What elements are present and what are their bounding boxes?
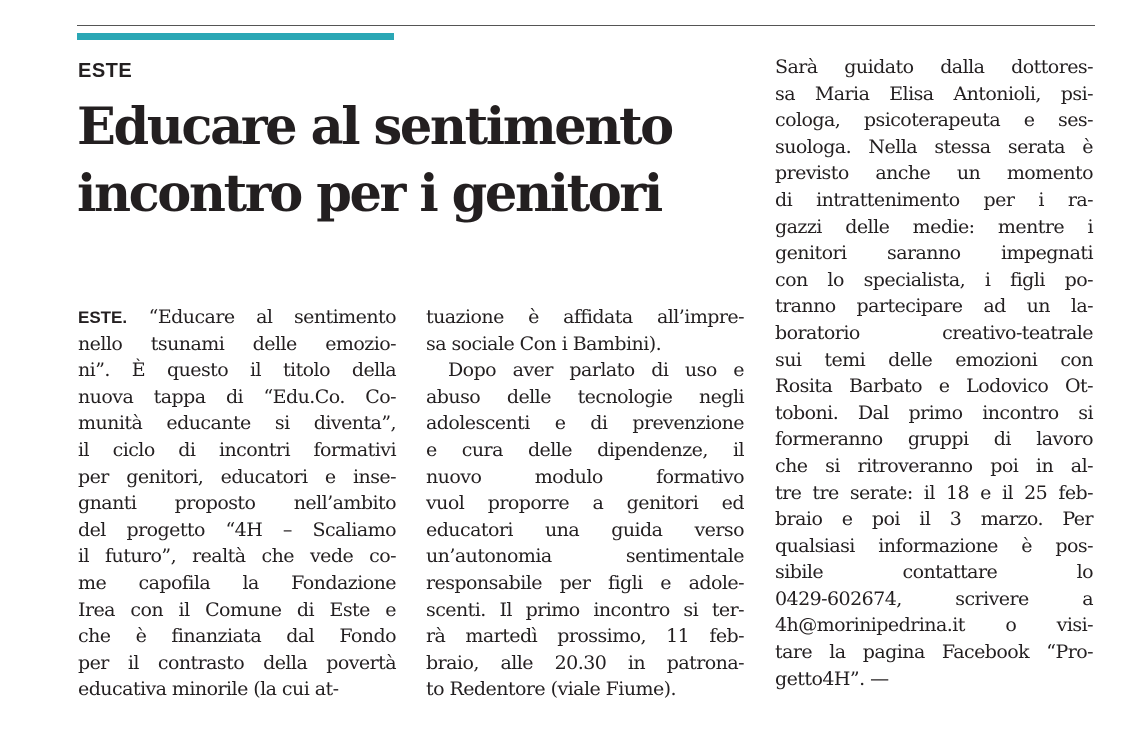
section-accent-bar (77, 33, 394, 40)
article-column-1 (78, 304, 396, 703)
column-line: tranno partecipare ad un la- (775, 295, 1093, 318)
column-line: per il contrasto della povertà (78, 651, 396, 674)
column-line: responsabile per figli e adole- (426, 571, 744, 594)
column-line: un’autonomia sentimentale (426, 545, 744, 568)
lead-text: “Educare al sentimento (127, 306, 396, 328)
column-line: sibile contattare lo (775, 561, 1093, 584)
column-line: braio e poi il 3 marzo. Per (775, 508, 1093, 531)
column-line: nello tsunami delle emozio- (78, 332, 396, 355)
column-line: suologa. Nella stessa serata è (775, 135, 1093, 158)
column-line: to Redentore (viale Fiume). (426, 678, 677, 701)
headline-line: incontro per i genitori (77, 164, 661, 224)
column-line: vuol proporre a genitori ed (426, 492, 744, 515)
column-line: scenti. Il primo incontro si ter- (426, 598, 744, 621)
column-line: educativa minorile (la cui at- (78, 678, 339, 701)
column-line: toboni. Dal primo incontro si (775, 401, 1093, 424)
column-line: adolescenti e di prevenzione (426, 412, 744, 435)
column-line: che si ritroveranno poi in al- (775, 454, 1093, 477)
column-line: me capofila la Fondazione (78, 571, 396, 594)
column-line: munità educante si diventa”, (78, 412, 396, 435)
article-column-2 (426, 304, 744, 703)
column-line: cologa, psicoterapeuta e ses- (775, 109, 1093, 132)
top-rule (77, 25, 1095, 26)
column-line: gazzi delle medie: mentre i (775, 215, 1093, 238)
column-line (78, 304, 396, 331)
byline: ESTE. (78, 308, 128, 327)
column-line: del progetto “4H – Scaliamo (78, 518, 396, 541)
column-line: nuovo modulo formativo (426, 465, 744, 488)
column-line: qualsiasi informazione è pos- (775, 534, 1093, 557)
column-line: di intrattenimento per i ra- (775, 188, 1093, 211)
column-line: genitori saranno impegnati (775, 242, 1093, 265)
column-line: braio, alle 20.30 in patrona- (426, 651, 744, 674)
column-line: previsto anche un momento (775, 162, 1093, 185)
column-line: boratorio creativo-teatrale (775, 321, 1093, 344)
headline-line: Educare al sentimento (77, 97, 672, 157)
column-line: il ciclo di incontri formativi (78, 438, 396, 461)
column-line: rà martedì prossimo, 11 feb- (426, 625, 744, 648)
column-line: educatori una guida verso (426, 518, 744, 541)
column-line: Rosita Barbato e Lodovico Ot- (775, 375, 1093, 398)
column-line: 4h@morinipedrina.it o visi- (775, 614, 1093, 637)
column-line: nuova tappa di “Edu.Co. Co- (78, 385, 396, 408)
column-line: gnanti proposto nell’ambito (78, 492, 396, 515)
column-line: Dopo aver parlato di uso e (448, 359, 744, 382)
column-line: ni”. È questo il titolo della (78, 359, 396, 382)
column-line: che è finanziata dal Fondo (78, 625, 396, 648)
column-line: 0429-602674, scrivere a (775, 587, 1093, 610)
column-line: tre tre serate: il 18 e il 25 feb- (775, 481, 1093, 504)
column-line: formeranno gruppi di lavoro (775, 428, 1093, 451)
headline (77, 94, 737, 228)
column-line: e cura delle dipendenze, il (426, 438, 744, 461)
column-line: getto4H”. — (775, 667, 889, 690)
column-line: il futuro”, realtà che vede co- (78, 545, 396, 568)
section-kicker: ESTE (78, 60, 133, 82)
column-line: abuso delle tecnologie negli (426, 385, 744, 408)
column-line: con lo specialista, i figli po- (775, 268, 1093, 291)
column-line: per genitori, educatori e inse- (78, 465, 396, 488)
column-line: Irea con il Comune di Este e (78, 598, 396, 621)
column-line: sui temi delle emozioni con (775, 348, 1093, 371)
column-line: tuazione è affidata all’impre- (426, 306, 744, 328)
article-column-3 (775, 54, 1093, 692)
column-line: Sarà guidato dalla dottores- (775, 56, 1093, 78)
column-line: tare la pagina Facebook “Pro- (775, 641, 1093, 664)
column-line: sa Maria Elisa Antonioli, psi- (775, 82, 1093, 105)
column-line: sa sociale Con i Bambini). (426, 332, 662, 355)
